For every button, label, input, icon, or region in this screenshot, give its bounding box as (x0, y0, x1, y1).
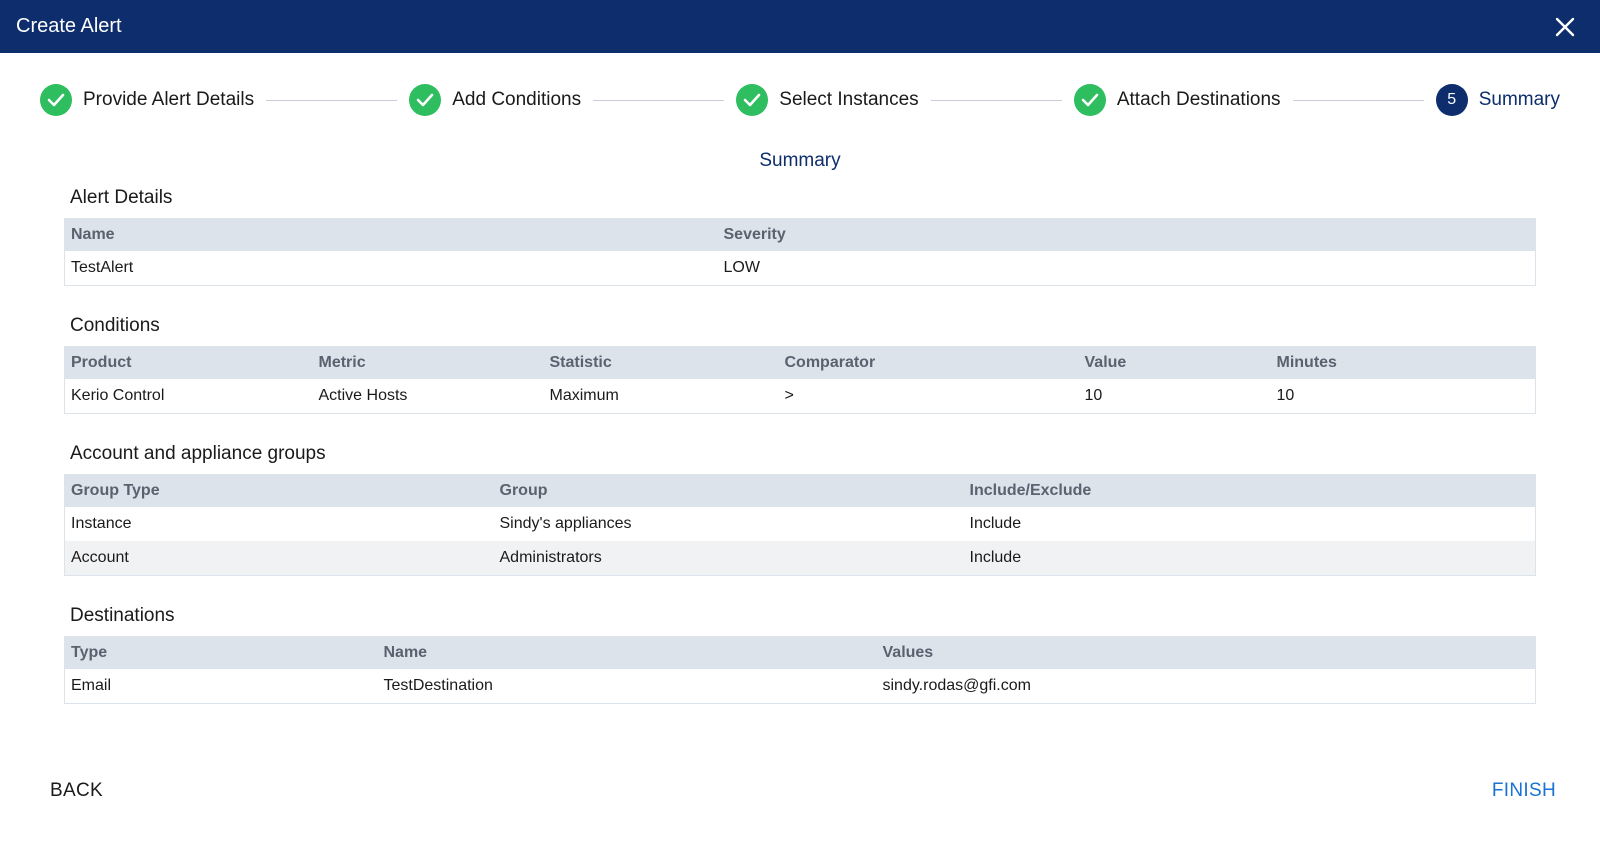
conditions-table (64, 346, 1536, 414)
conditions-section (64, 314, 1536, 414)
finish-button[interactable]: FINISH (1491, 780, 1556, 801)
column-header: Value (1079, 347, 1271, 380)
groups-section (64, 442, 1536, 576)
column-header: Metric (313, 347, 544, 380)
table-cell: Kerio Control (71, 387, 165, 404)
column-header: Severity (718, 219, 1536, 252)
section-title: Alert Details (70, 187, 173, 208)
section-title: Destinations (70, 605, 175, 626)
table-cell: Maximum (549, 387, 619, 404)
back-button[interactable]: BACK (50, 780, 103, 801)
table-header-row (65, 475, 1536, 508)
step-connector (266, 100, 397, 101)
column-header: Comparator (779, 347, 1079, 380)
summary-heading: Summary (759, 150, 841, 171)
step-provide-alert-details[interactable] (40, 84, 254, 116)
table-header-row (65, 637, 1536, 670)
column-header: Group (494, 475, 964, 508)
column-header: Name (65, 219, 718, 252)
section-title: Account and appliance groups (70, 443, 326, 464)
table-cell: Account (65, 541, 494, 576)
step-connector (931, 100, 1062, 101)
column-header: Include/Exclude (964, 475, 1536, 508)
groups-table (64, 474, 1536, 576)
destinations-table (64, 636, 1536, 704)
column-header: Product (65, 347, 313, 380)
check-icon (47, 93, 65, 107)
column-header: Type (65, 637, 378, 670)
close-icon (1555, 17, 1575, 37)
close-button[interactable] (1552, 14, 1578, 40)
table-row (65, 379, 1536, 414)
step-label: Attach Destinations (1116, 89, 1281, 110)
column-header: Group Type (65, 475, 494, 508)
table-cell: Include (964, 541, 1536, 576)
alert-details-table (64, 218, 1536, 286)
check-icon (416, 93, 434, 107)
column-header: Minutes (1271, 347, 1536, 380)
table-cell: Sindy's appliances (499, 515, 632, 532)
column-header: Statistic (544, 347, 779, 380)
column-header: Values (877, 637, 1536, 670)
table-cell: > (784, 387, 794, 404)
destinations-section (64, 604, 1536, 704)
step-label: Summary (1478, 89, 1560, 110)
table-cell: 10 (1084, 387, 1103, 404)
table-row (65, 669, 1536, 704)
section-title: Conditions (70, 315, 160, 336)
dialog-header (0, 0, 1600, 53)
table-cell: Include (969, 515, 1022, 532)
step-complete-indicator (1074, 84, 1106, 116)
step-complete-indicator (409, 84, 441, 116)
table-cell: Administrators (494, 541, 964, 576)
table-cell: Instance (71, 515, 132, 532)
alert-details-section (64, 186, 1536, 286)
table-cell: sindy.rodas@gfi.com (882, 677, 1031, 694)
step-add-conditions[interactable] (409, 84, 581, 116)
table-cell: 10 (1276, 387, 1295, 404)
dialog-title: Create Alert (16, 15, 122, 37)
check-icon (1081, 93, 1099, 107)
stepper (40, 84, 1560, 116)
table-row (65, 507, 1536, 541)
step-select-instances[interactable] (736, 84, 918, 116)
table-header-row (65, 347, 1536, 380)
step-complete-indicator (736, 84, 768, 116)
table-cell: Email (71, 677, 112, 694)
table-cell: Active Hosts (318, 387, 408, 404)
table-header-row (65, 219, 1536, 252)
column-header: Name (378, 637, 877, 670)
step-connector (593, 100, 724, 101)
step-attach-destinations[interactable] (1074, 84, 1281, 116)
table-row (65, 251, 1536, 286)
step-label: Provide Alert Details (83, 89, 255, 110)
check-icon (743, 93, 761, 107)
table-cell: LOW (723, 259, 760, 276)
step-label: Add Conditions (452, 89, 582, 110)
step-number-badge: 5 (1436, 84, 1468, 116)
step-connector (1293, 100, 1424, 101)
step-label: Select Instances (779, 89, 919, 110)
table-cell: TestAlert (71, 259, 134, 276)
table-row (65, 541, 1536, 576)
step-complete-indicator (40, 84, 72, 116)
table-cell: TestDestination (383, 677, 493, 694)
step-summary[interactable] (1436, 84, 1560, 116)
